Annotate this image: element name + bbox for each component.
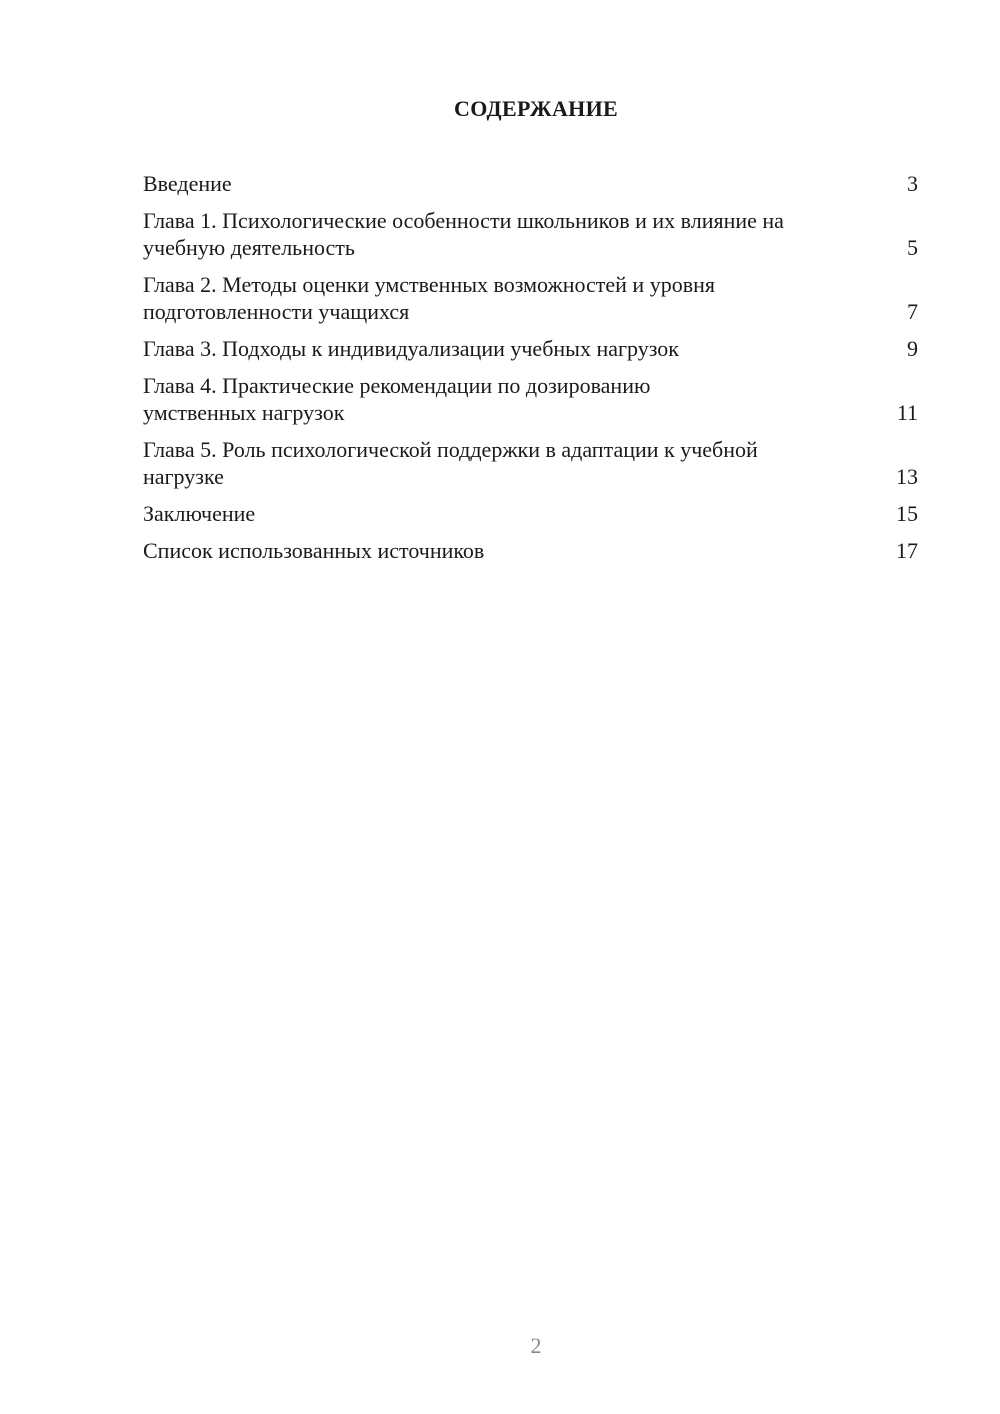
toc-entry-page: 11	[896, 400, 918, 425]
table-of-contents	[143, 170, 918, 574]
toc-entry-label: Введение	[143, 171, 232, 196]
toc-entry-page: 13	[896, 464, 918, 489]
toc-entry-page: 15	[896, 501, 918, 526]
toc-entry-chapter-5[interactable]	[143, 436, 918, 490]
toc-entry-chapter-4[interactable]	[143, 372, 918, 426]
page-number: 2	[530, 1333, 542, 1358]
toc-entry-label: Заключение	[143, 501, 256, 526]
toc-entry-chapter-1[interactable]	[143, 207, 918, 261]
page-title: СОДЕРЖАНИЕ	[454, 96, 618, 121]
toc-entry-page: 17	[896, 538, 918, 563]
toc-entry-label: Глава 5. Роль психологической поддержки в адаптации к учебной нагрузке	[143, 437, 758, 489]
toc-entry-label: Список использованных источников	[143, 538, 485, 563]
toc-entry-page: 5	[907, 235, 918, 260]
toc-entry-label: Глава 2. Методы оценки умственных возможностей и уровня подготовленности учащихся	[143, 272, 715, 324]
toc-entry-page: 7	[907, 299, 918, 324]
toc-entry-chapter-2[interactable]	[143, 271, 918, 325]
toc-entry-introduction[interactable]	[143, 170, 918, 197]
toc-entry-conclusion[interactable]	[143, 500, 918, 527]
toc-entry-label: Глава 1. Психологические особенности школьников и их влияние на учебную деятельность	[143, 208, 784, 260]
toc-entry-chapter-3[interactable]	[143, 335, 918, 362]
toc-entry-label: Глава 3. Подходы к индивидуализации учебных нагрузок	[143, 336, 679, 361]
toc-entry-page: 3	[907, 171, 918, 196]
toc-entry-references[interactable]	[143, 537, 918, 564]
toc-entry-page: 9	[907, 336, 918, 361]
toc-entry-label: Глава 4. Практические рекомендации по дозированию умственных нагрузок	[143, 373, 651, 425]
